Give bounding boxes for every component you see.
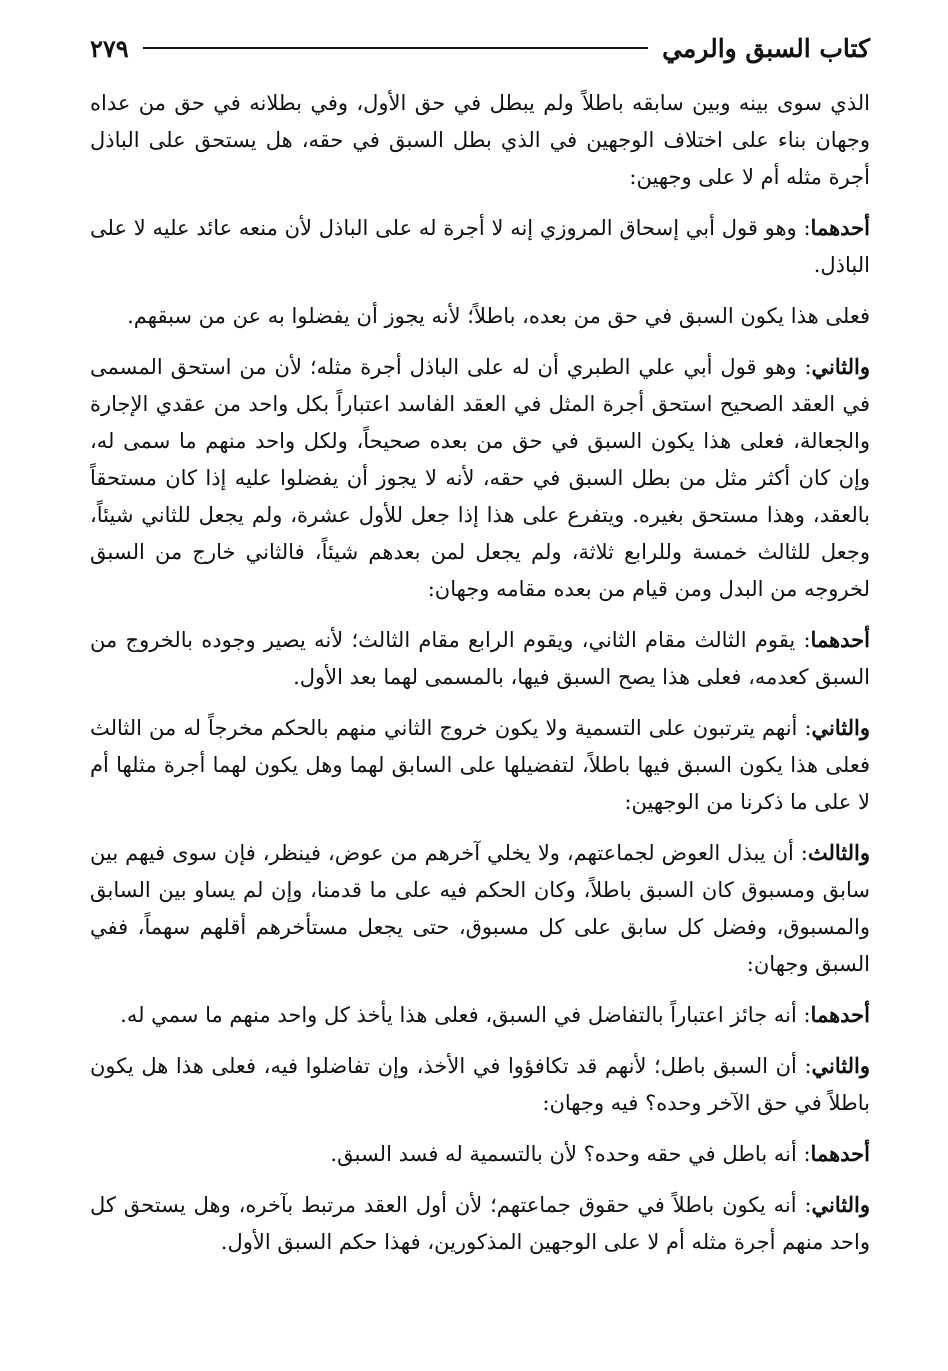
paragraph [90, 209, 870, 284]
paragraph [90, 1135, 870, 1173]
paragraph-lead: والثاني [811, 1192, 870, 1217]
paragraph [90, 297, 870, 335]
paragraph [90, 996, 870, 1034]
body-text [90, 84, 870, 1261]
paragraph-text: : أنه باطل في حقه وحده؟ لأن بالتسمية له فسد السبق. [330, 1142, 811, 1166]
paragraph-text: : أنه جائز اعتباراً بالتفاضل في السبق، فعلى هذا يأخذ كل واحد منهم ما سمي له. [120, 1003, 811, 1027]
paragraph-lead: أحدهما [810, 215, 870, 240]
paragraph-lead: والثاني [811, 1053, 870, 1078]
header-rule [143, 47, 648, 49]
paragraph-text: الذي سوى بينه وبين سابقه باطلاً ولم يبطل في حق الأول، وفي بطلانه في حق من عداه وجهان بناء على اختلاف الوجهين في الذي بطل السبق في حقه، هل يستحق على الباذل أجرة مثله أم لا على وجهين: [90, 91, 870, 189]
paragraph-lead: والثاني [811, 715, 870, 740]
paragraph-text: : وهو قول أبي علي الطبري أن له على الباذل أجرة مثله؛ لأن من استحق المسمى في العقد الصحيح استحق أجرة المثل في العقد الفاسد اعتباراً بكل واحد من عقدي الإجارة والجعالة، فعلى هذا يكون السبق في حق من بعده صحيحاً، ولكل واحد منهم ما سمى له، وإن كان أكثر مثل من بطل السبق في حقه، لأنه لا يجوز أن يفضلوا عليه إذا كان مستحقاً بالعقد، وهذا مستحق بغيره. ويتفرع على هذا إذا جعل للأول عشرة، ولم يجعل للثاني شيئاً، وجعل للثالث خمسة وللرابع ثلاثة، ولم يجعل لمن بعدهم شيئاً، فالثاني خارج من السبق لخروجه من البدل ومن قيام من بعده مقامه وجهان: [90, 355, 870, 601]
paragraph-text: فعلى هذا يكون السبق في حق من بعده، باطلاً؛ لأنه يجوز أن يفضلوا به عن من سبقهم. [127, 304, 870, 328]
book-title: كتاب السبق والرمي [662, 33, 870, 63]
paragraph-lead: أحدهما [810, 1141, 870, 1166]
paragraph [90, 84, 870, 196]
paragraph [90, 348, 870, 608]
page-number: ٢٧٩ [90, 33, 129, 63]
paragraph-text: : أنهم يترتبون على التسمية ولا يكون خروج الثاني منهم بالحكم مخرجاً له من الثالث فعلى هذا يكون السبق فيها باطلاً، لتفضيلها على السابق لهما وهل يكون لهما أجرة مثلها أم لا على ما ذكرنا من الوجهين: [90, 716, 870, 814]
paragraph [90, 1186, 870, 1261]
paragraph [90, 709, 870, 821]
paragraph-lead: والثالث [807, 840, 870, 865]
paragraph [90, 834, 870, 983]
paragraph [90, 621, 870, 696]
document-page [90, 28, 870, 1348]
paragraph-text: : أنه يكون باطلاً في حقوق جماعتهم؛ لأن أول العقد مرتبط بآخره، وهل يستحق كل واحد منهم أجرة مثله أم لا على الوجهين المذكورين، فهذا حكم السبق الأول. [90, 1193, 870, 1254]
paragraph-lead: والثاني [811, 354, 870, 379]
paragraph [90, 1047, 870, 1122]
paragraph-text: : يقوم الثالث مقام الثاني، ويقوم الرابع مقام الثالث؛ لأنه يصير وجوده بالخروج من السبق كعدمه، فعلى هذا يصح السبق فيها، بالمسمى لهما بعد الأول. [90, 628, 870, 689]
paragraph-lead: أحدهما [810, 627, 870, 652]
paragraph-text: : وهو قول أبي إسحاق المروزي إنه لا أجرة له على الباذل لأن منعه عائد عليه لا على الباذل. [90, 216, 870, 277]
paragraph-text: : أن السبق باطل؛ لأنهم قد تكافؤوا في الأخذ، وإن تفاضلوا فيه، فعلى هذا هل يكون باطلاً في حق الآخر وحده؟ فيه وجهان: [90, 1054, 870, 1115]
running-header [90, 28, 870, 68]
paragraph-text: : أن يبذل العوض لجماعتهم، ولا يخلي آخرهم من عوض، فينظر، فإن سوى فيهم بين سابق ومسبوق كان السبق باطلاً، وكان الحكم فيه على ما قدمنا، وإن لم يساو بين السابق والمسبوق، وفضل كل سابق على كل مسبوق، حتى يجعل مستأخرهم أقلهم سهماً، ففي السبق وجهان: [90, 841, 870, 976]
paragraph-lead: أحدهما [810, 1002, 870, 1027]
